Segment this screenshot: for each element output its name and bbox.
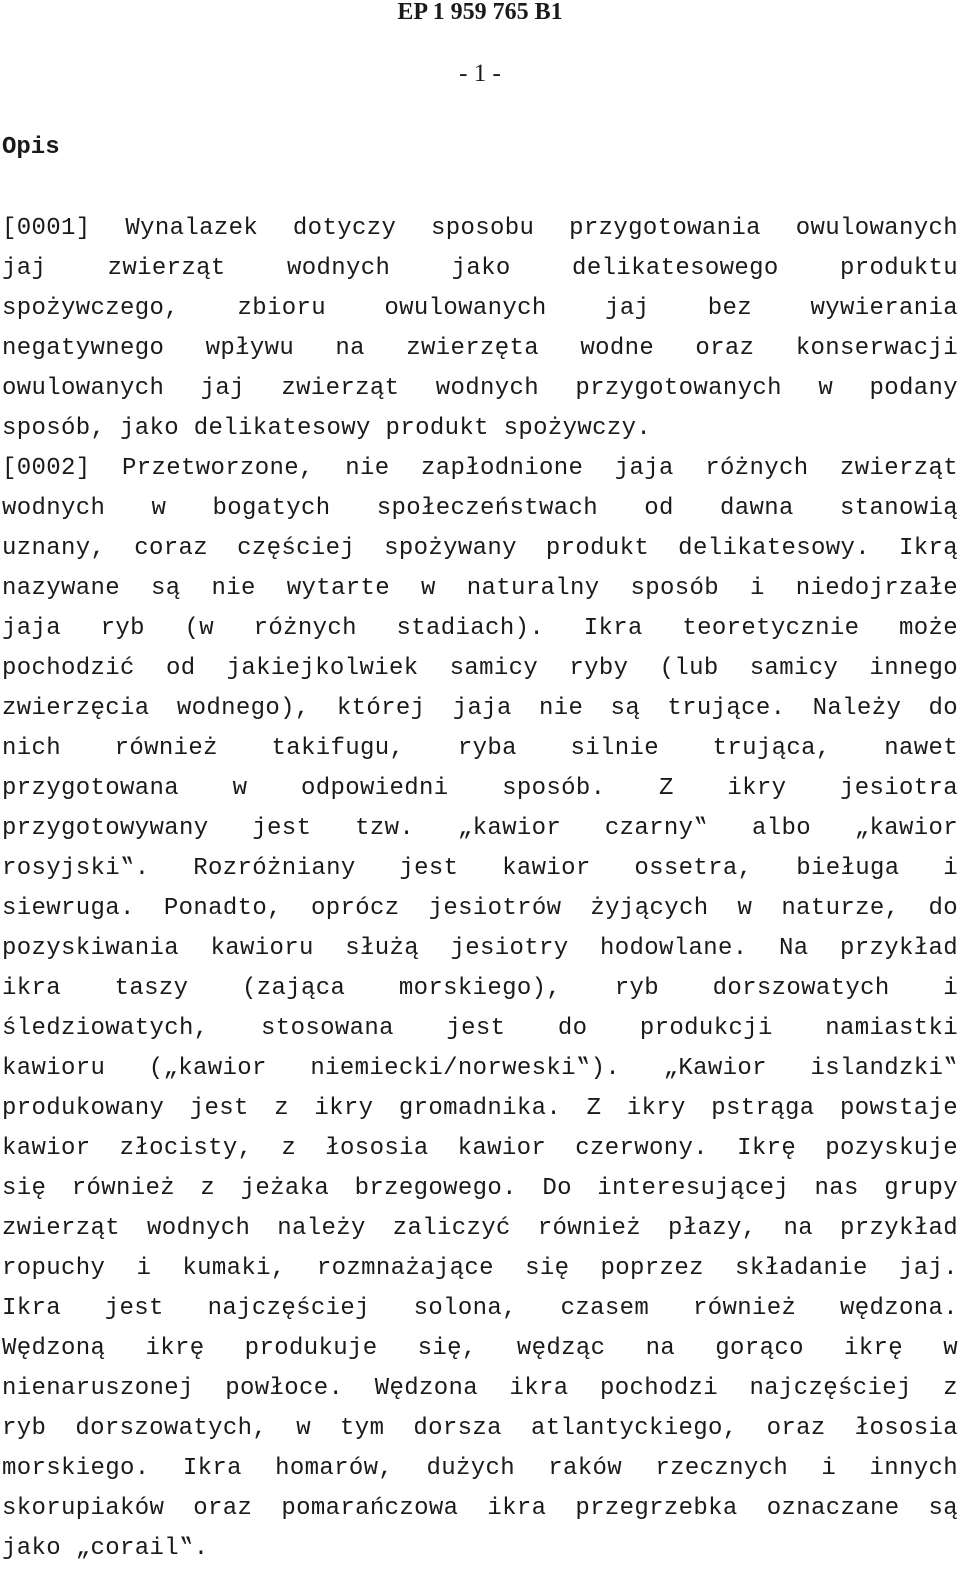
text-line: uznany, coraz częściej spożywany produkt delikatesowy. Ikrą — [2, 535, 958, 562]
text-line: nazywane są nie wytarte w naturalny sposób i niedojrzałe — [2, 575, 958, 602]
text-line: jaj zwierząt wodnych jako delikatesowego produktu — [2, 255, 958, 282]
text-line: nienaruszonej powłoce. Wędzona ikra pochodzi najczęściej z — [2, 1375, 958, 1402]
text-line: kawioru („kawior niemiecki/norweski‟). „Kawior islandzki‟ — [2, 1055, 958, 1082]
text-line: pozyskiwania kawioru służą jesiotry hodowlane. Na przykład — [2, 935, 958, 962]
text-line: rosyjski‟. Rozróżniany jest kawior ossetra, bieługa i — [2, 855, 958, 882]
text-line: morskiego. Ikra homarów, dużych raków rzecznych i innych — [2, 1455, 958, 1482]
text-line: śledziowatych, stosowana jest do produkcji namiastki — [2, 1015, 958, 1042]
text-line: jaja ryb (w różnych stadiach). Ikra teoretycznie może — [2, 615, 958, 642]
text-line: [0001] Wynalazek dotyczy sposobu przygotowania owulowanych — [2, 215, 958, 242]
text-line: ropuchy i kumaki, rozmnażające się poprzez składanie jaj. — [2, 1255, 958, 1282]
text-line: nich również takifugu, ryba silnie trująca, nawet — [2, 735, 958, 762]
text-line: pochodzić od jakiejkolwiek samicy ryby (lub samicy innego — [2, 655, 958, 682]
text-line: wodnych w bogatych społeczeństwach od dawna stanowią — [2, 495, 958, 522]
text-line: produkowany jest z ikry gromadnika. Z ikry pstrąga powstaje — [2, 1095, 958, 1122]
text-line: kawior złocisty, z łososia kawior czerwony. Ikrę pozyskuje — [2, 1135, 958, 1162]
text-line: owulowanych jaj zwierząt wodnych przygotowanych w podany — [2, 375, 958, 402]
text-line: przygotowana w odpowiedni sposób. Z ikry jesiotra — [2, 775, 958, 802]
text-line: ryb dorszowatych, w tym dorsza atlantyckiego, oraz łososia — [2, 1415, 958, 1442]
text-line: zwierzęcia wodnego), której jaja nie są trujące. Należy do — [2, 695, 958, 722]
text-line: przygotowywany jest tzw. „kawior czarny‟ albo „kawior — [2, 815, 958, 842]
section-heading: Opis — [2, 134, 60, 161]
text-line: zwierząt wodnych należy zaliczyć również płazy, na przykład — [2, 1215, 958, 1242]
text-line: jako „corail‟. — [2, 1535, 209, 1562]
text-line: spożywczego, zbioru owulowanych jaj bez wywierania — [2, 295, 958, 322]
text-line: siewruga. Ponadto, oprócz jesiotrów żyjących w naturze, do — [2, 895, 958, 922]
text-line: sposób, jako delikatesowy produkt spożywczy. — [2, 415, 652, 442]
patent-number-header: EP 1 959 765 B1 — [397, 0, 563, 25]
text-line: ikra taszy (zająca morskiego), ryb dorszowatych i — [2, 975, 958, 1002]
text-line: się również z jeżaka brzegowego. Do interesującej nas grupy — [2, 1175, 958, 1202]
page-number: - 1 - — [459, 60, 501, 87]
text-line: skorupiaków oraz pomarańczowa ikra przegrzebka oznaczane są — [2, 1495, 958, 1522]
text-line: Ikra jest najczęściej solona, czasem również wędzona. — [2, 1295, 958, 1322]
description-body — [2, 209, 958, 1569]
text-line: [0002] Przetworzone, nie zapłodnione jaja różnych zwierząt — [2, 455, 958, 482]
text-line: negatywnego wpływu na zwierzęta wodne oraz konserwacji — [2, 335, 958, 362]
text-line: Wędzoną ikrę produkuje się, wędząc na gorąco ikrę w — [2, 1335, 958, 1362]
